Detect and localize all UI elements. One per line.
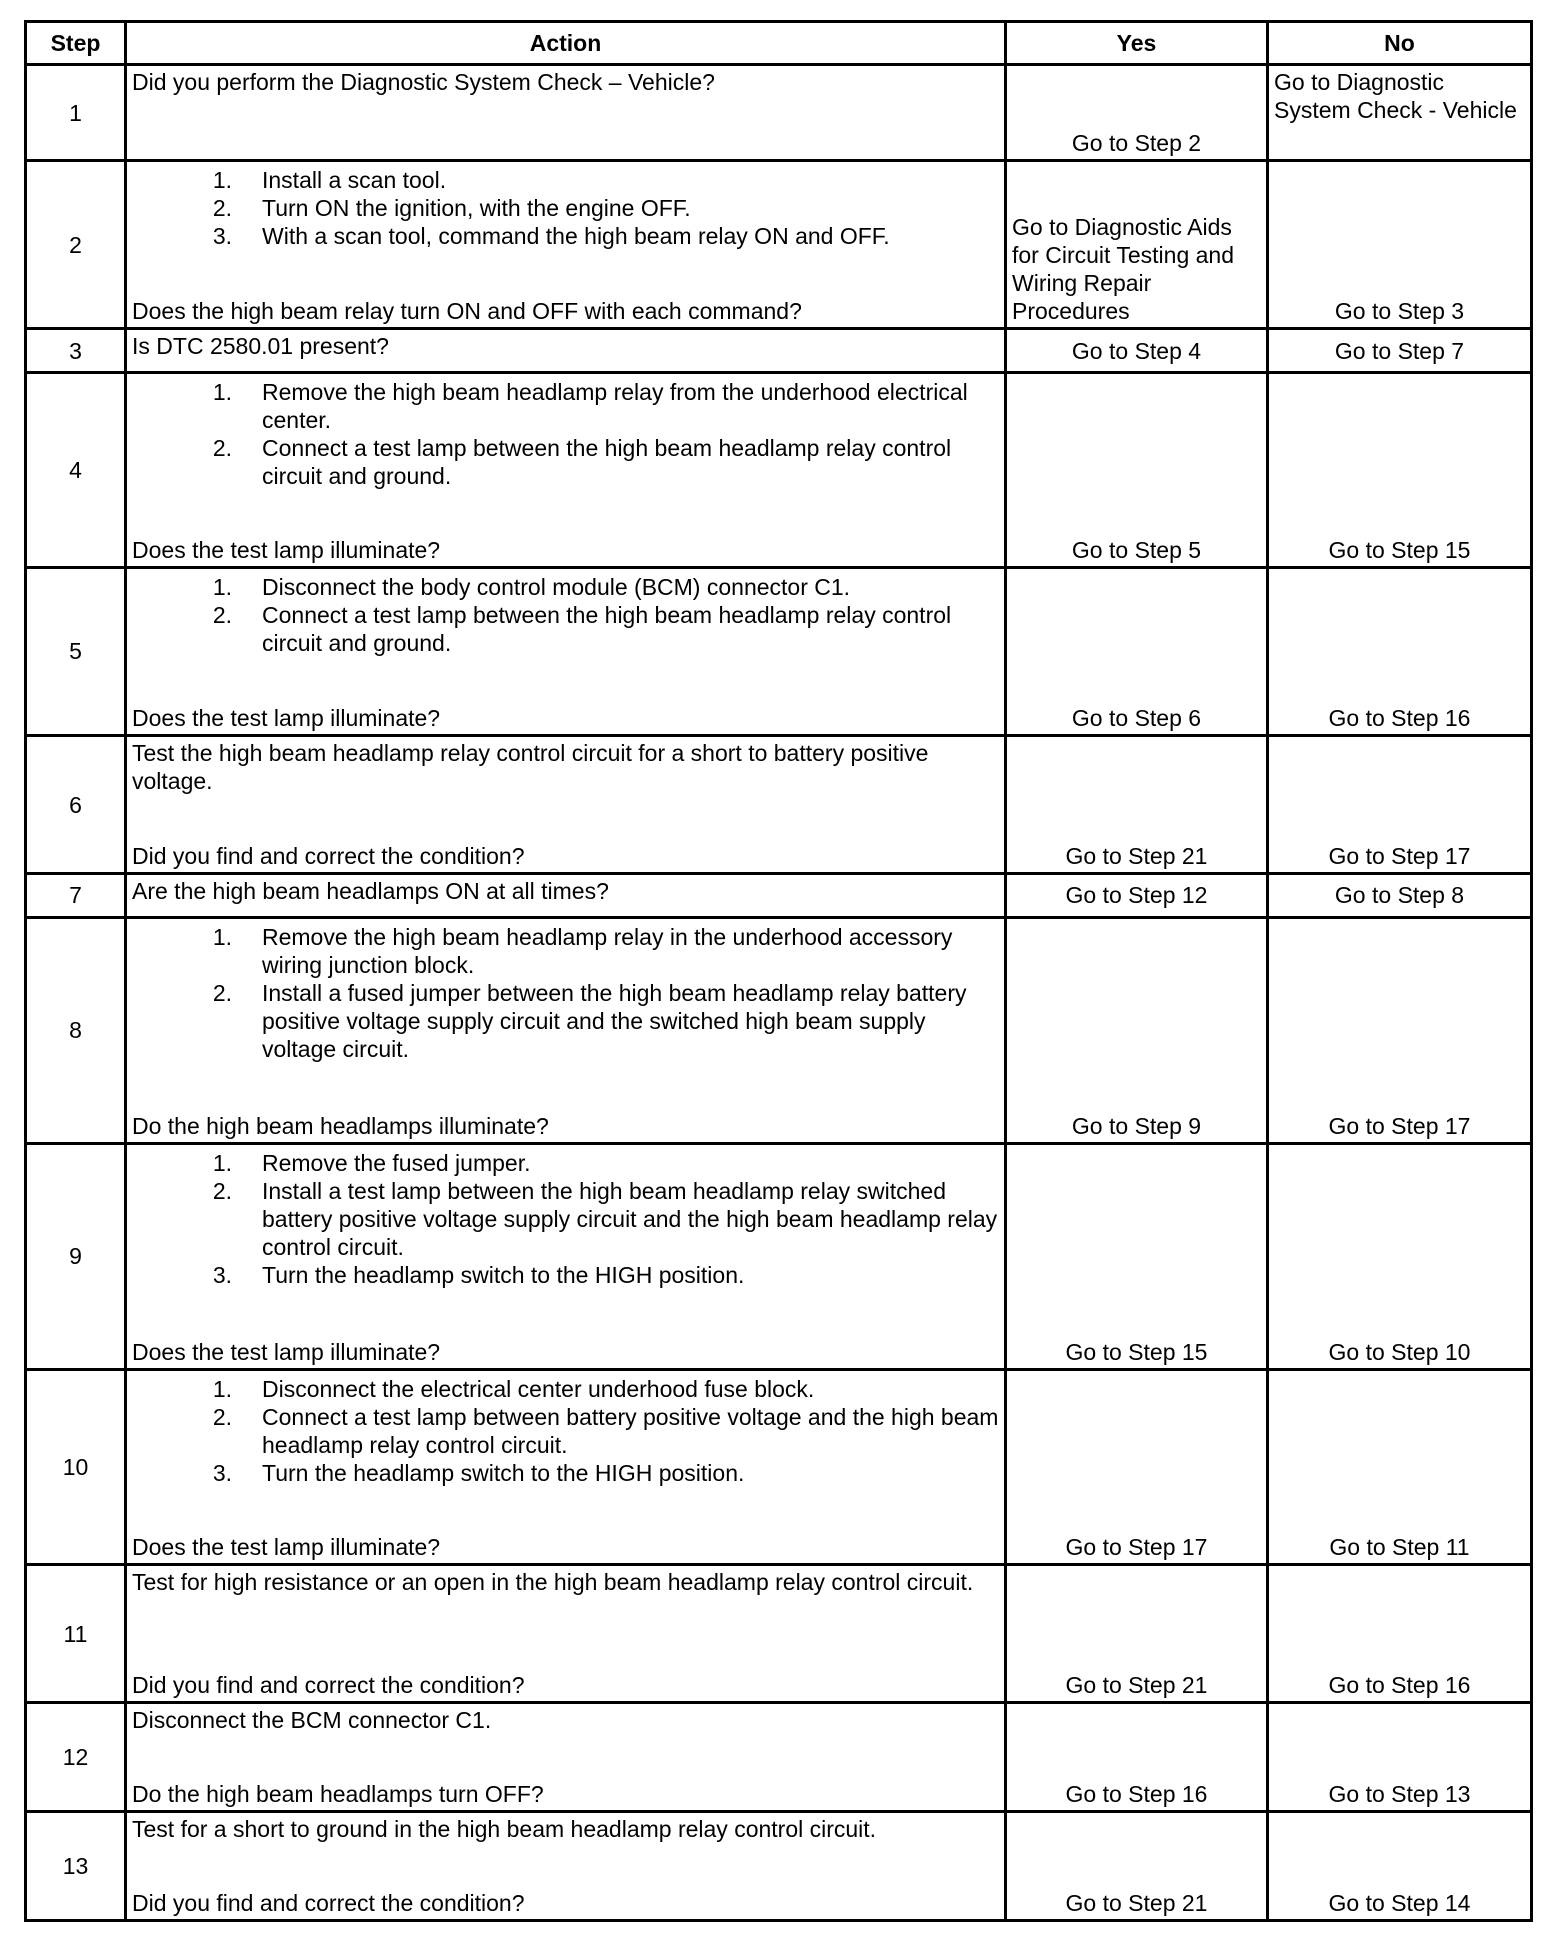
action-step-text: Remove the high beam headlamp relay from the underhood electrical center. xyxy=(262,378,968,433)
step-number: 4 xyxy=(26,372,126,567)
action-step-number: 1. xyxy=(212,923,232,950)
step-number: 2 xyxy=(26,161,126,329)
action-step-number: 1. xyxy=(212,573,232,600)
action-step-number: 3. xyxy=(212,223,232,250)
no-result: Go to Step 14 xyxy=(1268,1812,1532,1921)
yes-result: Go to Step 6 xyxy=(1006,567,1268,735)
action-steps-list xyxy=(132,378,999,490)
action-step-item xyxy=(132,923,999,979)
action-steps-list xyxy=(132,166,999,250)
action-content xyxy=(132,1706,999,1808)
action-question: Does the test lamp illuminate? xyxy=(132,536,441,563)
action-step-number: 3. xyxy=(212,1261,232,1288)
step-number: 6 xyxy=(26,735,126,873)
no-result: Go to Step 17 xyxy=(1268,735,1532,873)
action-step-text: Remove the high beam headlamp relay in the underhood accessory wiring junction block. xyxy=(262,923,953,978)
action-instructions xyxy=(132,1147,999,1289)
action-cell xyxy=(126,1812,1006,1921)
no-result: Go to Diagnostic System Check - Vehicle xyxy=(1268,65,1532,161)
yes-result: Go to Step 21 xyxy=(1006,735,1268,873)
diagnostic-table xyxy=(24,20,1533,1922)
action-step-text: Disconnect the body control module (BCM) connector C1. xyxy=(262,573,851,600)
action-instructions xyxy=(132,1815,999,1843)
action-step-text: Turn ON the ignition, with the engine OFF. xyxy=(262,195,691,222)
table-row xyxy=(26,1565,1532,1703)
action-steps-list xyxy=(132,1149,999,1289)
action-question: Does the test lamp illuminate? xyxy=(132,1338,441,1365)
action-step-item xyxy=(132,166,999,194)
table-row xyxy=(26,567,1532,735)
action-intro: Is DTC 2580.01 present? xyxy=(132,333,389,360)
table-row xyxy=(26,372,1532,567)
no-result: Go to Step 8 xyxy=(1268,874,1532,917)
action-cell xyxy=(126,874,1006,917)
action-question: Does the high beam relay turn ON and OFF with each command? xyxy=(132,298,802,325)
no-result: Go to Step 11 xyxy=(1268,1369,1532,1564)
action-content xyxy=(132,571,999,732)
no-result: Go to Step 15 xyxy=(1268,372,1532,567)
action-content xyxy=(132,164,999,325)
no-result: Go to Step 10 xyxy=(1268,1143,1532,1369)
table-row xyxy=(26,65,1532,161)
action-step-number: 3. xyxy=(212,1459,232,1486)
action-intro: Test the high beam headlamp relay control circuit for a short to battery positive voltage. xyxy=(132,739,929,794)
action-content xyxy=(132,68,999,157)
action-content xyxy=(132,332,999,368)
action-step-item xyxy=(132,1403,999,1459)
no-result: Go to Step 13 xyxy=(1268,1703,1532,1812)
table-row xyxy=(26,735,1532,873)
action-step-text: Install a test lamp between the high beam headlamp relay switched battery positive voltage supply circuit and the high beam headlamp relay control circuit. xyxy=(262,1177,998,1260)
action-step-item xyxy=(132,1149,999,1177)
action-intro: Disconnect the BCM connector C1. xyxy=(132,1707,492,1734)
action-cell xyxy=(126,329,1006,372)
action-step-item xyxy=(132,1375,999,1403)
step-number: 10 xyxy=(26,1369,126,1564)
action-step-text: Disconnect the electrical center underhood fuse block. xyxy=(262,1375,815,1402)
table-row xyxy=(26,917,1532,1143)
action-step-text: With a scan tool, command the high beam relay ON and OFF. xyxy=(262,223,890,250)
action-step-item xyxy=(132,601,999,657)
action-instructions xyxy=(132,376,999,490)
action-instructions xyxy=(132,332,999,360)
step-number: 3 xyxy=(26,329,126,372)
action-step-number: 1. xyxy=(212,167,232,194)
action-step-text: Turn the headlamp switch to the HIGH position. xyxy=(262,1459,745,1486)
action-question: Did you find and correct the condition? xyxy=(132,1672,525,1699)
action-step-text: Connect a test lamp between battery positive voltage and the high beam headlamp relay control circuit. xyxy=(262,1403,999,1458)
action-instructions xyxy=(132,1373,999,1487)
action-intro: Did you perform the Diagnostic System Check – Vehicle? xyxy=(132,69,715,95)
action-instructions xyxy=(132,1568,999,1596)
action-question: Did you find and correct the condition? xyxy=(132,1890,525,1916)
yes-result: Go to Step 17 xyxy=(1006,1369,1268,1564)
action-steps-list xyxy=(132,923,999,1063)
header-row xyxy=(26,22,1532,65)
action-step-item xyxy=(132,979,999,1063)
action-instructions xyxy=(132,1706,999,1734)
action-question: Did you find and correct the condition? xyxy=(132,843,525,870)
action-cell xyxy=(126,735,1006,873)
yes-result: Go to Step 2 xyxy=(1006,65,1268,161)
action-step-item xyxy=(132,1459,999,1487)
action-step-number: 1. xyxy=(212,1375,232,1402)
header-yes: Yes xyxy=(1006,22,1268,65)
action-step-number: 2. xyxy=(212,1177,232,1204)
action-instructions xyxy=(132,921,999,1063)
yes-result: Go to Step 21 xyxy=(1006,1812,1268,1921)
action-step-item xyxy=(132,1177,999,1261)
action-instructions xyxy=(132,68,999,96)
table-row xyxy=(26,874,1532,917)
step-number: 5 xyxy=(26,567,126,735)
table-row xyxy=(26,161,1532,329)
action-steps-list xyxy=(132,573,999,657)
action-cell xyxy=(126,1703,1006,1812)
action-content xyxy=(132,1147,999,1366)
step-number: 12 xyxy=(26,1703,126,1812)
action-step-number: 1. xyxy=(212,378,232,405)
step-number: 8 xyxy=(26,917,126,1143)
no-result: Go to Step 3 xyxy=(1268,161,1532,329)
table-row xyxy=(26,1703,1532,1812)
header-step: Step xyxy=(26,22,126,65)
action-content xyxy=(132,376,999,564)
action-cell xyxy=(126,65,1006,161)
no-result: Go to Step 7 xyxy=(1268,329,1532,372)
action-steps-list xyxy=(132,1375,999,1487)
no-result: Go to Step 17 xyxy=(1268,917,1532,1143)
action-step-text: Remove the fused jumper. xyxy=(262,1149,531,1176)
yes-result: Go to Step 9 xyxy=(1006,917,1268,1143)
action-cell xyxy=(126,1369,1006,1564)
action-instructions xyxy=(132,571,999,657)
step-number: 1 xyxy=(26,65,126,161)
yes-result: Go to Step 21 xyxy=(1006,1565,1268,1703)
yes-result: Go to Step 5 xyxy=(1006,372,1268,567)
action-step-text: Connect a test lamp between the high beam headlamp relay control circuit and ground. xyxy=(262,434,952,489)
action-cell xyxy=(126,1143,1006,1369)
action-cell xyxy=(126,917,1006,1143)
action-step-text: Install a scan tool. xyxy=(262,167,447,194)
action-step-item xyxy=(132,194,999,222)
action-content xyxy=(132,739,999,870)
action-intro: Test for a short to ground in the high beam headlamp relay control circuit. xyxy=(132,1816,877,1843)
header-action: Action xyxy=(126,22,1006,65)
action-step-number: 2. xyxy=(212,195,232,222)
action-content xyxy=(132,1815,999,1917)
action-step-text: Turn the headlamp switch to the HIGH position. xyxy=(262,1261,745,1288)
action-cell xyxy=(126,372,1006,567)
yes-result: Go to Step 12 xyxy=(1006,874,1268,917)
step-number: 7 xyxy=(26,874,126,917)
action-cell xyxy=(126,1565,1006,1703)
step-number: 13 xyxy=(26,1812,126,1921)
action-content xyxy=(132,1373,999,1561)
action-step-item xyxy=(132,1261,999,1289)
action-instructions xyxy=(132,164,999,250)
action-intro: Are the high beam headlamps ON at all times? xyxy=(132,878,609,905)
action-content xyxy=(132,1568,999,1699)
step-number: 9 xyxy=(26,1143,126,1369)
action-step-number: 2. xyxy=(212,601,232,628)
action-step-text: Connect a test lamp between the high beam headlamp relay control circuit and ground. xyxy=(262,601,952,656)
yes-result: Go to Step 15 xyxy=(1006,1143,1268,1369)
action-question: Do the high beam headlamps turn OFF? xyxy=(132,1781,544,1808)
action-question: Does the test lamp illuminate? xyxy=(132,1534,441,1561)
action-instructions xyxy=(132,877,999,905)
action-content xyxy=(132,921,999,1140)
action-step-item xyxy=(132,573,999,601)
yes-result: Go to Step 16 xyxy=(1006,1703,1268,1812)
no-result: Go to Step 16 xyxy=(1268,567,1532,735)
action-instructions xyxy=(132,739,999,795)
action-question: Does the test lamp illuminate? xyxy=(132,704,441,731)
action-step-number: 2. xyxy=(212,1403,232,1430)
action-cell xyxy=(126,567,1006,735)
action-step-item xyxy=(132,434,999,490)
action-step-text: Install a fused jumper between the high beam headlamp relay battery positive voltage supply circuit and the switched high beam supply voltage circuit. xyxy=(262,979,967,1062)
no-result: Go to Step 16 xyxy=(1268,1565,1532,1703)
action-content xyxy=(132,877,999,913)
action-step-item xyxy=(132,222,999,250)
action-step-number: 1. xyxy=(212,1149,232,1176)
action-intro: Test for high resistance or an open in the high beam headlamp relay control circuit. xyxy=(132,1569,974,1596)
table-row xyxy=(26,329,1532,372)
step-number: 11 xyxy=(26,1565,126,1703)
action-step-item xyxy=(132,378,999,434)
action-step-number: 2. xyxy=(212,434,232,461)
table-row xyxy=(26,1812,1532,1921)
header-no: No xyxy=(1268,22,1532,65)
table-row xyxy=(26,1143,1532,1369)
table-row xyxy=(26,1369,1532,1564)
yes-result: Go to Diagnostic Aids for Circuit Testing and Wiring Repair Procedures xyxy=(1006,161,1268,329)
yes-result: Go to Step 4 xyxy=(1006,329,1268,372)
action-step-number: 2. xyxy=(212,979,232,1006)
action-cell xyxy=(126,161,1006,329)
action-question: Do the high beam headlamps illuminate? xyxy=(132,1112,549,1139)
